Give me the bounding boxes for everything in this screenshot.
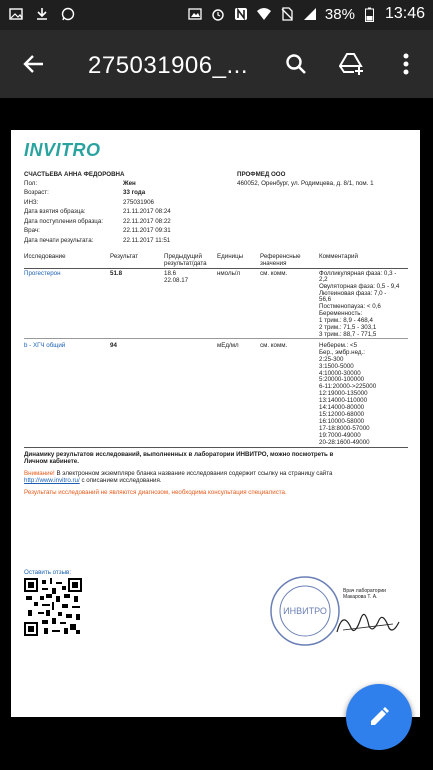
gallery-icon — [8, 6, 24, 22]
status-bar — [0, 0, 433, 30]
add-to-drive-button[interactable] — [334, 46, 370, 82]
row-ref: см. комм. — [260, 270, 288, 277]
taken-label: Дата взятия образца: — [24, 208, 86, 215]
stamp-text: ИНВИТРО — [283, 606, 327, 616]
whatsapp-icon — [60, 6, 76, 22]
row-comment-5: 5:20000-100000 — [319, 376, 365, 383]
inz-label: ИНЗ: — [24, 199, 39, 206]
wifi-icon — [256, 6, 272, 22]
battery-icon — [362, 6, 378, 22]
document-title: 275031906_... — [88, 52, 248, 79]
n-icon — [233, 6, 249, 22]
sex-label: Пол: — [24, 180, 38, 187]
doctor-label: Врач: — [24, 227, 40, 234]
row-comment-11: 16:10000-58000 — [319, 418, 365, 425]
row-comment-10: 15:12000-68000 — [319, 411, 365, 418]
feedback-label: Оставить отзыв: — [24, 569, 72, 576]
received-label: Дата поступления образца: — [24, 218, 103, 225]
alarm-icon — [210, 6, 226, 22]
table-header-divider — [24, 268, 408, 269]
header-prev-2: результат/дата — [164, 260, 207, 267]
row-comment-8: 13:14000-110000 — [319, 397, 368, 404]
row-comment-9: 14:14000-80000 — [319, 404, 365, 411]
patient-name: СЧАСТЬЕВА АННА ФЕДОРОВНА — [24, 171, 125, 178]
arrow-back-icon — [23, 53, 45, 75]
header-result: Результат — [110, 253, 139, 260]
back-button[interactable] — [16, 46, 52, 82]
doctor-value: 22.11.2017 09:31 — [123, 227, 171, 234]
more-vert-icon — [403, 53, 409, 75]
row-comment-13: 19:7000-49000 — [319, 432, 361, 439]
invitro-site-link[interactable]: http://www.invitro.ru/ — [24, 477, 80, 484]
row-prev-date: 22.08.17 — [164, 277, 189, 284]
photo-icon — [187, 6, 203, 22]
printed-label: Дата печати результата: — [24, 237, 94, 244]
edit-fab-button[interactable] — [346, 684, 412, 750]
row-comment-9: 3 трим.: 88,7 - 771,5 — [319, 331, 377, 338]
search-icon — [285, 53, 307, 75]
link-suffix: с описанием исследования. — [79, 477, 162, 484]
no-sim-icon — [279, 6, 295, 22]
dynamics-note-line2: Личном кабинете. — [24, 458, 79, 465]
attention-label: Внимание! — [24, 470, 55, 477]
row-comment-3: Лютеиновая фаза: 7,0 - — [319, 290, 387, 297]
drive-add-icon — [339, 52, 365, 76]
table-bottom-divider — [24, 447, 408, 448]
row-comment-14: 20-28:1600-49000 — [319, 439, 370, 446]
row-comment-8: 2 трим.: 71,5 - 303,1 — [319, 324, 377, 331]
more-options-button[interactable] — [388, 46, 424, 82]
row-comment-3: 3:1500-5000 — [319, 363, 354, 370]
header-comment: Комментарий — [319, 253, 358, 260]
lab-stamp — [269, 575, 341, 647]
document-page[interactable] — [11, 130, 420, 717]
row-comment-6: Беременность: — [319, 310, 363, 317]
taken-value: 21.11.2017 08:24 — [123, 208, 171, 215]
header-prev-1: Предыдущий — [164, 253, 202, 260]
search-button[interactable] — [278, 46, 314, 82]
printed-value: 22.11.2017 11:51 — [123, 237, 171, 244]
lab-doctor-name: Макарова Т. А. — [343, 594, 378, 600]
received-value: 22.11.2017 08:22 — [123, 218, 171, 225]
age-label: Возраст: — [24, 189, 49, 196]
navigation-bar — [0, 755, 433, 770]
row-comment-4: 56,6 — [319, 296, 332, 303]
row-divider — [24, 338, 408, 339]
battery-percent: 38% — [324, 5, 355, 23]
attention-text: В электронном экземпляре бланка название исследования содержит ссылку на страницу сайта — [54, 470, 333, 477]
attention-note — [24, 470, 332, 477]
clock: 13:46 — [384, 5, 425, 22]
row-comment-12: 17-18:8000-57000 — [319, 425, 370, 432]
row-comment-5: Постменопауза: < 0,6 — [319, 303, 381, 310]
row-comment-2: 2:25-300 — [319, 356, 344, 363]
invitro-logo: INVITRO — [24, 140, 101, 160]
site-link-line — [24, 477, 162, 484]
row-comment-0: Неберем.: <5 — [319, 342, 358, 349]
row-units: нмоль/л — [217, 270, 241, 277]
header-units: Единицы — [217, 253, 244, 260]
row-comment-1: 2,2 — [319, 276, 328, 283]
disclaimer: Результаты исследований не являются диагнозом, необходима консультация специалиста. — [24, 489, 287, 496]
row-comment-2: Овуляторная фаза: 0,5 - 9,4 — [319, 283, 400, 290]
dynamics-note-line1: Динамику результатов исследований, выполненных в лаборатории ИНВИТРО, можно посмотреть в — [24, 451, 334, 458]
row-comment-1: Бер., эмбр.нед.: — [319, 349, 365, 356]
header-ref-2: значения — [260, 260, 287, 267]
app-bar — [0, 30, 433, 98]
feedback-qr-code[interactable] — [24, 578, 82, 636]
row-prev-value: 18.6 — [164, 270, 177, 277]
header-ref-1: Референсные — [260, 253, 301, 260]
row-comment-0: Фолликулярная фаза: 0,3 - — [319, 270, 397, 277]
row-units: мЕд/мл — [217, 342, 239, 349]
download-icon — [34, 6, 50, 22]
sex-value: Жен — [123, 180, 136, 187]
row-result: 94 — [110, 342, 117, 349]
edit-pencil-icon — [368, 706, 390, 728]
row-ref: см. комм. — [260, 342, 288, 349]
signal-icon — [302, 6, 318, 22]
header-test: Исследование — [24, 253, 66, 260]
signature — [333, 600, 403, 640]
clinic-name: ПРОФМЕД ООО — [237, 171, 286, 178]
row-comment-4: 4:10000-30000 — [319, 370, 361, 377]
inz-value: 275031906 — [123, 199, 154, 206]
row-test-link[interactable]: b - ХГЧ общий — [24, 342, 66, 349]
row-result: 51.8 — [110, 270, 123, 277]
row-comment-7: 1 трим.: 8,9 - 468,4 — [319, 317, 373, 324]
age-value: 33 года — [123, 189, 146, 196]
lab-doctor-label: Врач лаборатории — [343, 588, 386, 594]
row-comment-7: 12:19000-135000 — [319, 390, 368, 397]
row-test-link[interactable]: Прогестерон — [24, 270, 61, 277]
row-comment-6: 6-11:20000->225000 — [319, 383, 377, 390]
clinic-address: 460052, Оренбург, ул. Родимцева, д. 8/1, пом. 1 — [237, 180, 374, 187]
